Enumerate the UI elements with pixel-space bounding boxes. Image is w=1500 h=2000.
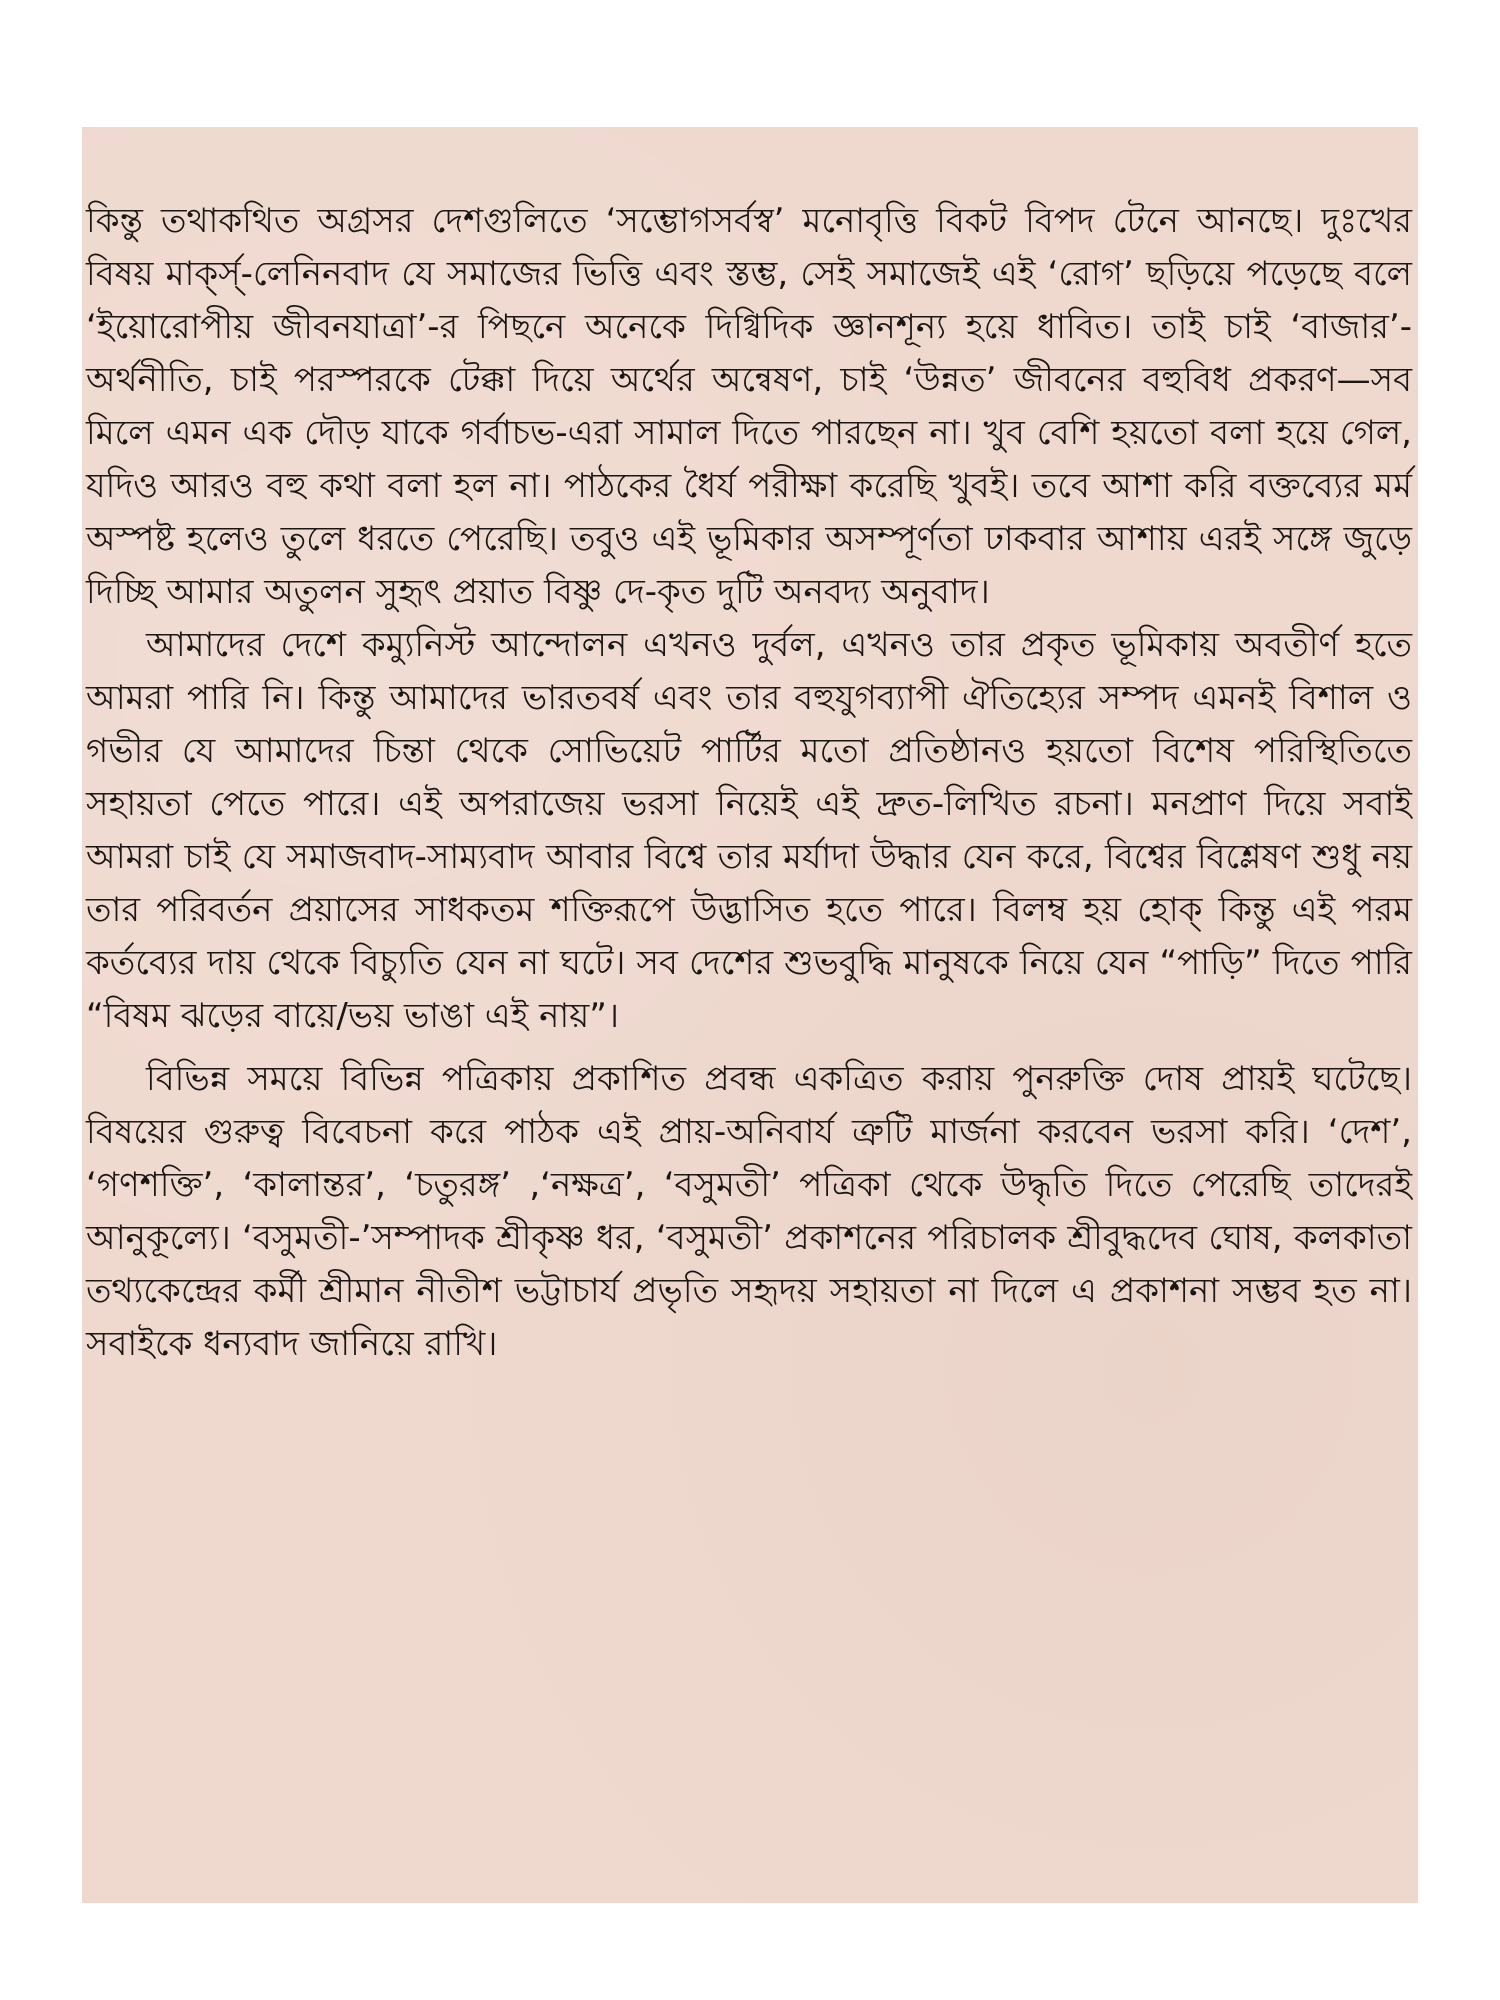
body-text [86, 195, 1412, 1371]
paragraph-1: কিন্তু তথাকথিত অগ্রসর দেশগুলিতে ‘সম্ভোগসর্বস্ব’ মনোবৃত্তি বিকট বিপদ টেনে আনছে। দুঃখের বিষয় মার্ক্স্-লেনিনবাদ যে সমাজের ভিত্তি এবং স্তম্ভ, সেই সমাজেই এই ‘রোগ’ ছড়িয়ে পড়েছে বলে ‘ইয়োরোপীয় জীবনযাত্রা’-র পিছনে অনেকে দিগ্বিদিক জ্ঞানশূন্য হয়ে ধাবিত। তাই চাই ‘বাজার’-অর্থনীতি, চাই পরস্পরকে টেক্কা দিয়ে অর্থের অন্বেষণ, চাই ‘উন্নত’ জীবনের বহুবিধ প্রকরণ—সব মিলে এমন এক দৌড় যাকে গর্বাচভ-এরা সামাল দিতে পারছেন না। খুব বেশি হয়তো বলা হয়ে গেল, যদিও আরও বহু কথা বলা হল না। পাঠকের ধৈর্য পরীক্ষা করেছি খুবই। তবে আশা করি বক্তব্যের মর্ম অস্পষ্ট হলেও তুলে ধরতে পেরেছি। তবুও এই ভূমিকার অসম্পূর্ণতা ঢাকবার আশায় এরই সঙ্গে জুড়ে দিচ্ছি আমার অতুলন সুহৃৎ প্রয়াত বিষ্ণু দে-কৃত দুটি অনবদ্য অনুবাদ। [86, 201, 1412, 612]
paragraph-2: আমাদের দেশে কম্যুনিস্ট আন্দোলন এখনও দুর্বল, এখনও তার প্রকৃত ভূমিকায় অবতীর্ণ হতে আমরা পারি নি। কিন্তু আমাদের ভারতবর্ষ এবং তার বহুযুগব্যাপী ঐতিহ্যের সম্পদ এমনই বিশাল ও গভীর যে আমাদের চিন্তা থেকে সোভিয়েট পার্টির মতো প্রতিষ্ঠানও হয়তো বিশেষ পরিস্থিতিতে সহায়তা পেতে পারে। এই অপরাজেয় ভরসা নিয়েই এই দ্রুত-লিখিত রচনা। মনপ্রাণ দিয়ে সবাই আমরা চাই যে সমাজবাদ-সাম্যবাদ আবার বিশ্বে তার মর্যাদা উদ্ধার যেন করে, বিশ্বের বিশ্লেষণ শুধু নয় তার পরিবর্তন প্রয়াসের সাধকতম শক্তিরূপে উদ্ভাসিত হতে পারে। বিলম্ব হয় হোক্ কিন্তু এই পরম কর্তব্যের দায় থেকে বিচ্যুতি যেন না ঘটে। সব দেশের শুভবুদ্ধি মানুষকে নিয়ে যেন “পাড়ি” দিতে পারি “বিষম ঝড়ের বায়ে/ভয় ভাঙা এই নায়”। [86, 625, 1412, 1036]
scanned-page [82, 127, 1418, 1903]
paragraph-3: বিভিন্ন সময়ে বিভিন্ন পত্রিকায় প্রকাশিত প্রবন্ধ একত্রিত করায় পুনরুক্তি দোষ প্রায়ই ঘটেছে। বিষয়ের গুরুত্ব বিবেচনা করে পাঠক এই প্রায়-অনিবার্য ত্রুটি মার্জনা করবেন ভরসা করি। ‘দেশ’, ‘গণশক্তি’, ‘কালান্তর’, ‘চতুরঙ্গ’ ,‘নক্ষত্র’, ‘বসুমতী’ পত্রিকা থেকে উদ্ধৃতি দিতে পেরেছি তাদেরই আনুকূল্যে। ‘বসুমতী-’সম্পাদক শ্রীকৃষ্ণ ধর, ‘বসুমতী’ প্রকাশনের পরিচালক শ্রীবুদ্ধদেব ঘোষ, কলকাতা তথ্যকেন্দ্রের কর্মী শ্রীমান নীতীশ ভট্টাচার্য প্রভৃতি সহৃদয় সহায়তা না দিলে এ প্রকাশনা সম্ভব হত না। সবাইকে ধন্যবাদ জানিয়ে রাখি। [86, 1059, 1412, 1364]
paragraph-gap [86, 1043, 1412, 1053]
